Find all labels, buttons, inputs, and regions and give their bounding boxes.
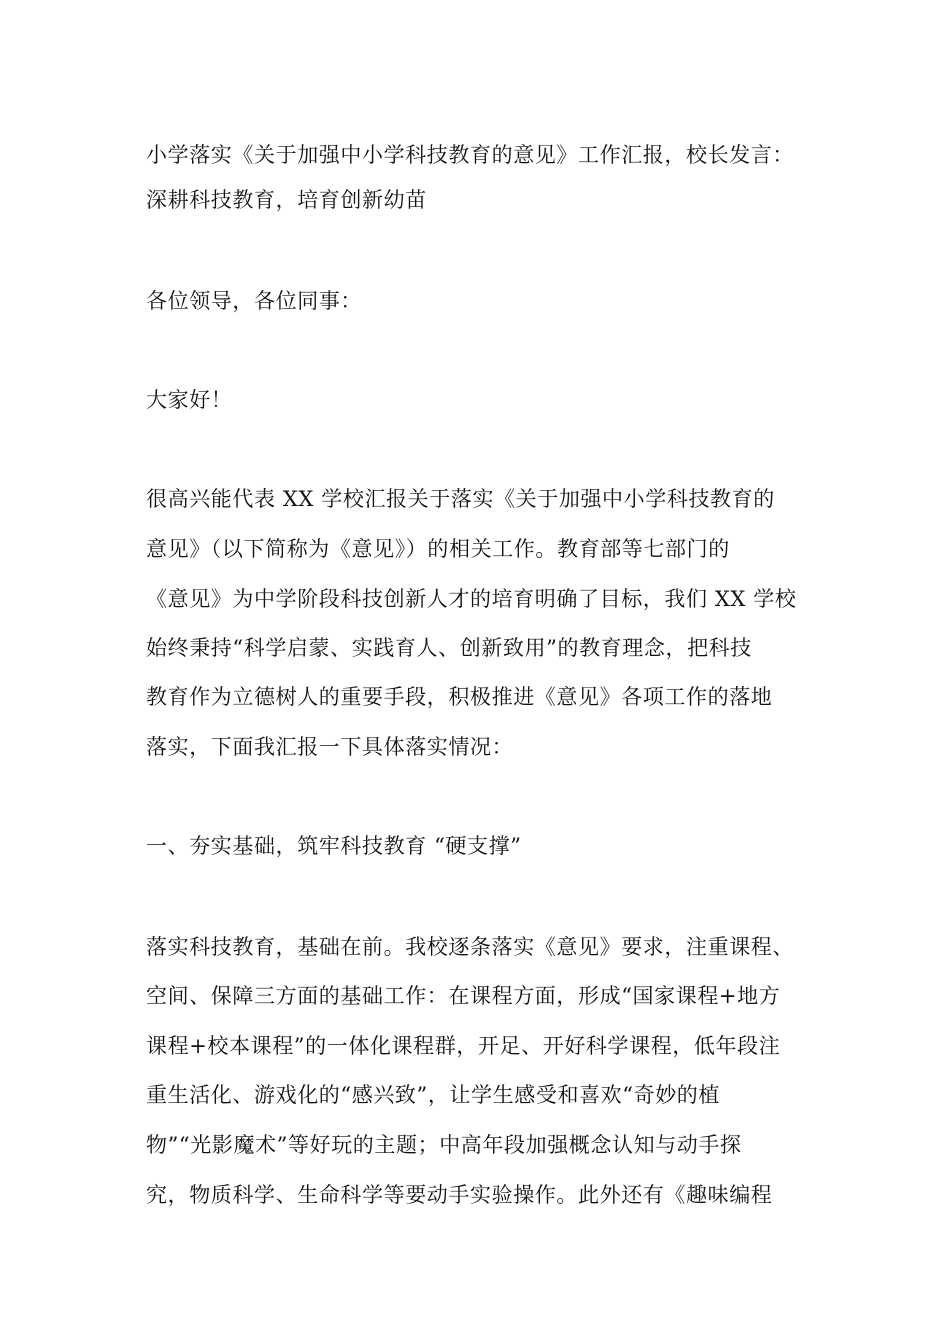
intro-line-6: 落实，下面我汇报一下具体落实情况： [146, 735, 514, 759]
section-1-line-5: 物”“光影魔术”等好玩的主题；中高年段加强概念认知与动手探 [146, 1133, 742, 1157]
intro-line-2: 意见》（以下简称为《意见》）的相关工作。教育部等七部门的 [146, 537, 730, 561]
section-1-line-3: 课程+校本课程”的一体化课程群，开足、开好科学课程，低年段注 [146, 1034, 781, 1058]
section-1-line-1: 落实科技教育，基础在前。我校逐条落实《意见》要求，注重课程、 [146, 935, 794, 959]
intro-line-4: 始终秉持“科学启蒙、实践育人、创新致用”的教育理念，把科技 [146, 636, 752, 660]
section-1-line-6: 究，物质科学、生命科学等要动手实验操作。此外还有《趣味编程 [146, 1183, 773, 1207]
section-1-line-4: 重生活化、游戏化的“感兴致”，让学生感受和喜欢“奇妙的植 [146, 1083, 721, 1107]
salutation: 各位领导，各位同事： [146, 289, 362, 313]
intro-line-1: 很高兴能代表 XX 学校汇报关于落实《关于加强中小学科技教育的 [146, 487, 775, 511]
title-line-1: 小学落实《关于加强中小学科技教育的意见》工作汇报，校长发言： [146, 143, 794, 167]
section-1-line-2: 空间、保障三方面的基础工作：在课程方面，形成“国家课程+地方 [146, 984, 781, 1008]
intro-line-5: 教育作为立德树人的重要手段，积极推进《意见》各项工作的落地 [146, 685, 773, 709]
greeting: 大家好！ [146, 388, 233, 412]
title-line-2: 深耕科技教育，培育创新幼苗 [146, 188, 427, 212]
intro-line-3: 《意见》为中学阶段科技创新人才的培育明确了目标，我们 XX 学校 [146, 587, 797, 611]
section-1-heading: 一、夯实基础，筑牢科技教育 “硬支撑” [146, 834, 522, 858]
